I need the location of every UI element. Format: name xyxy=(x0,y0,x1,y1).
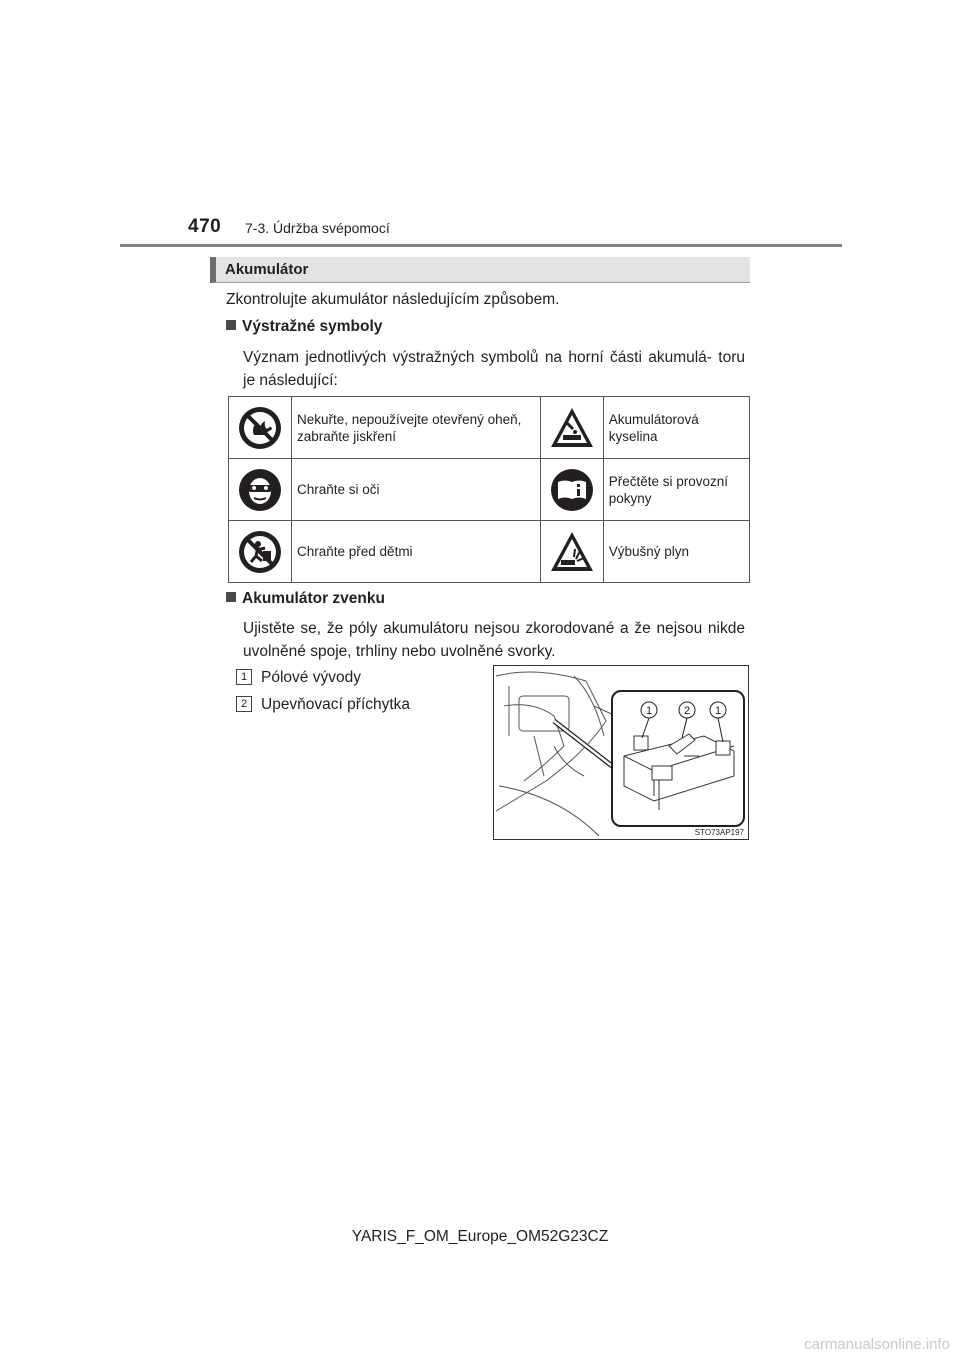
manual-text: Přečtěte si provozní pokyny xyxy=(603,459,749,521)
legend-number: 1 xyxy=(236,669,252,685)
explosive-gas-icon xyxy=(540,521,603,583)
legend-item: 1 Pólové vývody xyxy=(236,669,361,687)
acid-warning-icon xyxy=(540,397,603,459)
intro-text: Zkontrolujte akumulátor následujícím způsobem. xyxy=(226,291,560,308)
acid-text: Akumulátorová kyselina xyxy=(603,397,749,459)
table-row xyxy=(229,397,750,459)
warning-symbols-table xyxy=(228,396,750,583)
no-fire-icon xyxy=(229,397,292,459)
exterior-description: Ujistěte se, že póly akumulátoru nejsou zkorodované a že nejsou nikde uvolněné spoje, trhliny nebo uvolněné svorky. xyxy=(243,620,745,660)
section-reference: 7-3. Údržba svépomocí xyxy=(245,220,390,236)
page-number: 470 xyxy=(188,216,222,237)
section-title-bar xyxy=(210,257,750,283)
bullet-square-icon xyxy=(226,592,236,602)
battery-illustration xyxy=(494,666,749,840)
bullet-square-icon xyxy=(226,320,236,330)
footer-code: YARIS_F_OM_Europe_OM52G23CZ xyxy=(351,1228,609,1245)
legend-number: 2 xyxy=(236,696,252,712)
figure-code: STO73AP197 xyxy=(694,828,744,837)
warning-symbols-heading: Výstražné symboly xyxy=(226,318,382,336)
header-divider xyxy=(120,244,842,247)
exterior-heading: Akumulátor zvenku xyxy=(226,590,385,608)
table-row xyxy=(229,521,750,583)
children-text: Chraňte před dětmi xyxy=(292,521,541,583)
no-fire-text: Nekuřte, nepoužívejte otevřený oheň, zabraňte jiskření xyxy=(292,397,541,459)
battery-figure xyxy=(493,665,749,840)
manual-icon xyxy=(540,459,603,521)
section-title: Akumulátor xyxy=(225,261,309,278)
legend-item: 2 Upevňovací příchytka xyxy=(236,696,410,714)
callout-label: 1 xyxy=(645,705,653,717)
watermark: carmanualsonline.info xyxy=(804,1336,950,1353)
callout-label: 1 xyxy=(714,705,722,717)
explosive-text: Výbušný plyn xyxy=(603,521,749,583)
eye-protection-text: Chraňte si oči xyxy=(292,459,541,521)
eye-protection-icon xyxy=(229,459,292,521)
keep-children-away-icon xyxy=(229,521,292,583)
callout-label: 2 xyxy=(683,705,691,717)
table-row xyxy=(229,459,750,521)
warning-symbols-description: Význam jednotlivých výstražných symbolů na horní části akumulá- toru je následující: xyxy=(243,349,745,389)
